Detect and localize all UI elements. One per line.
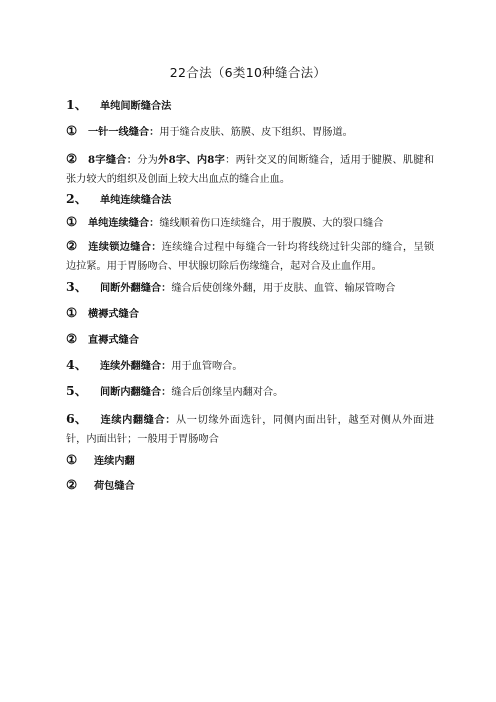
- section-text: 从一切缘外面选针，同侧内面出针，越至对侧从外面进针，内面出针；一般用于胃肠吻合: [66, 415, 435, 445]
- section-number: 1、: [66, 97, 88, 112]
- item-3-1: [66, 304, 436, 324]
- item-1-1: [66, 122, 436, 142]
- section-heading: 单纯连续缝合法: [100, 194, 172, 206]
- item-marker: ①: [66, 305, 78, 320]
- item-text: 缝线顺着伤口连续缝合，用于腹膜、大的裂口缝合: [159, 218, 384, 229]
- page-title: 22合法（6类10种缝合法）: [169, 65, 327, 80]
- section-text: 缝合后使创缘外翻，用于皮肤、血管、输尿管吻合: [171, 283, 396, 294]
- item-marker: ①: [66, 123, 78, 138]
- item-heading: 连续锁边缝合：: [88, 241, 162, 253]
- section-2: [66, 190, 436, 210]
- section-number: 4、: [66, 357, 88, 372]
- item-heading-emphasis: 外8字、内8字: [158, 154, 226, 166]
- section-1: [66, 96, 436, 116]
- item-marker: ②: [66, 477, 78, 492]
- section-heading: 单纯间断缝合法: [100, 100, 172, 112]
- item-heading: 横褥式缝合: [88, 308, 139, 320]
- section-text: 缝合后创缘呈内翻对合。: [171, 387, 284, 398]
- item-marker: ②: [66, 238, 78, 253]
- section-text: 用于血管吻合。: [171, 361, 243, 372]
- item-marker: ②: [66, 331, 78, 346]
- item-marker: ①: [66, 214, 78, 229]
- section-heading: 连续外翻缝合：: [100, 360, 172, 372]
- section-number: 2、: [66, 191, 88, 206]
- item-1-2: [66, 149, 434, 189]
- section-4: [66, 356, 436, 376]
- item-6-2: [66, 476, 436, 496]
- item-3-2: [66, 330, 436, 350]
- item-heading: 直褥式缝合: [88, 334, 139, 346]
- section-heading: 间断外翻缝合：: [100, 282, 172, 294]
- section-number: 3、: [66, 279, 88, 294]
- item-marker: ①: [66, 452, 78, 467]
- item-heading: 单纯连续缝合：: [88, 217, 160, 229]
- section-3: [66, 278, 436, 298]
- item-2-2: [66, 236, 434, 276]
- section-heading: 连续内翻缝合：: [100, 414, 177, 426]
- item-marker: ②: [66, 151, 78, 166]
- item-text: 用于缝合皮肤、筋膜、皮下组织、胃肠道。: [159, 127, 353, 138]
- item-heading: 8字缝合：: [88, 154, 138, 166]
- item-text-continued: ：两针交叉的间断缝合，适用于腱膜、肌腱和张力较大的组织及创面上较大出血点的缝合止血。: [66, 155, 435, 185]
- section-5: [66, 382, 436, 402]
- item-2-1: [66, 213, 436, 233]
- item-text: 连续缝合过程中每缝合一针均将线绕过针尖部的缝合，呈锁边拉紧。用于胃肠吻合、甲状腺切除后伤缘缝合，起对合及止血作用。: [66, 242, 435, 272]
- item-heading: 荷包缝合: [94, 480, 135, 492]
- section-heading: 间断内翻缝合：: [100, 386, 172, 398]
- item-heading: 一针一线缝合：: [88, 126, 160, 138]
- item-6-1: [66, 451, 436, 471]
- item-heading: 连续内翻: [94, 455, 135, 467]
- section-number: 6、: [66, 411, 88, 426]
- item-text: 分为: [137, 155, 159, 166]
- section-number: 5、: [66, 383, 88, 398]
- section-6: [66, 409, 434, 449]
